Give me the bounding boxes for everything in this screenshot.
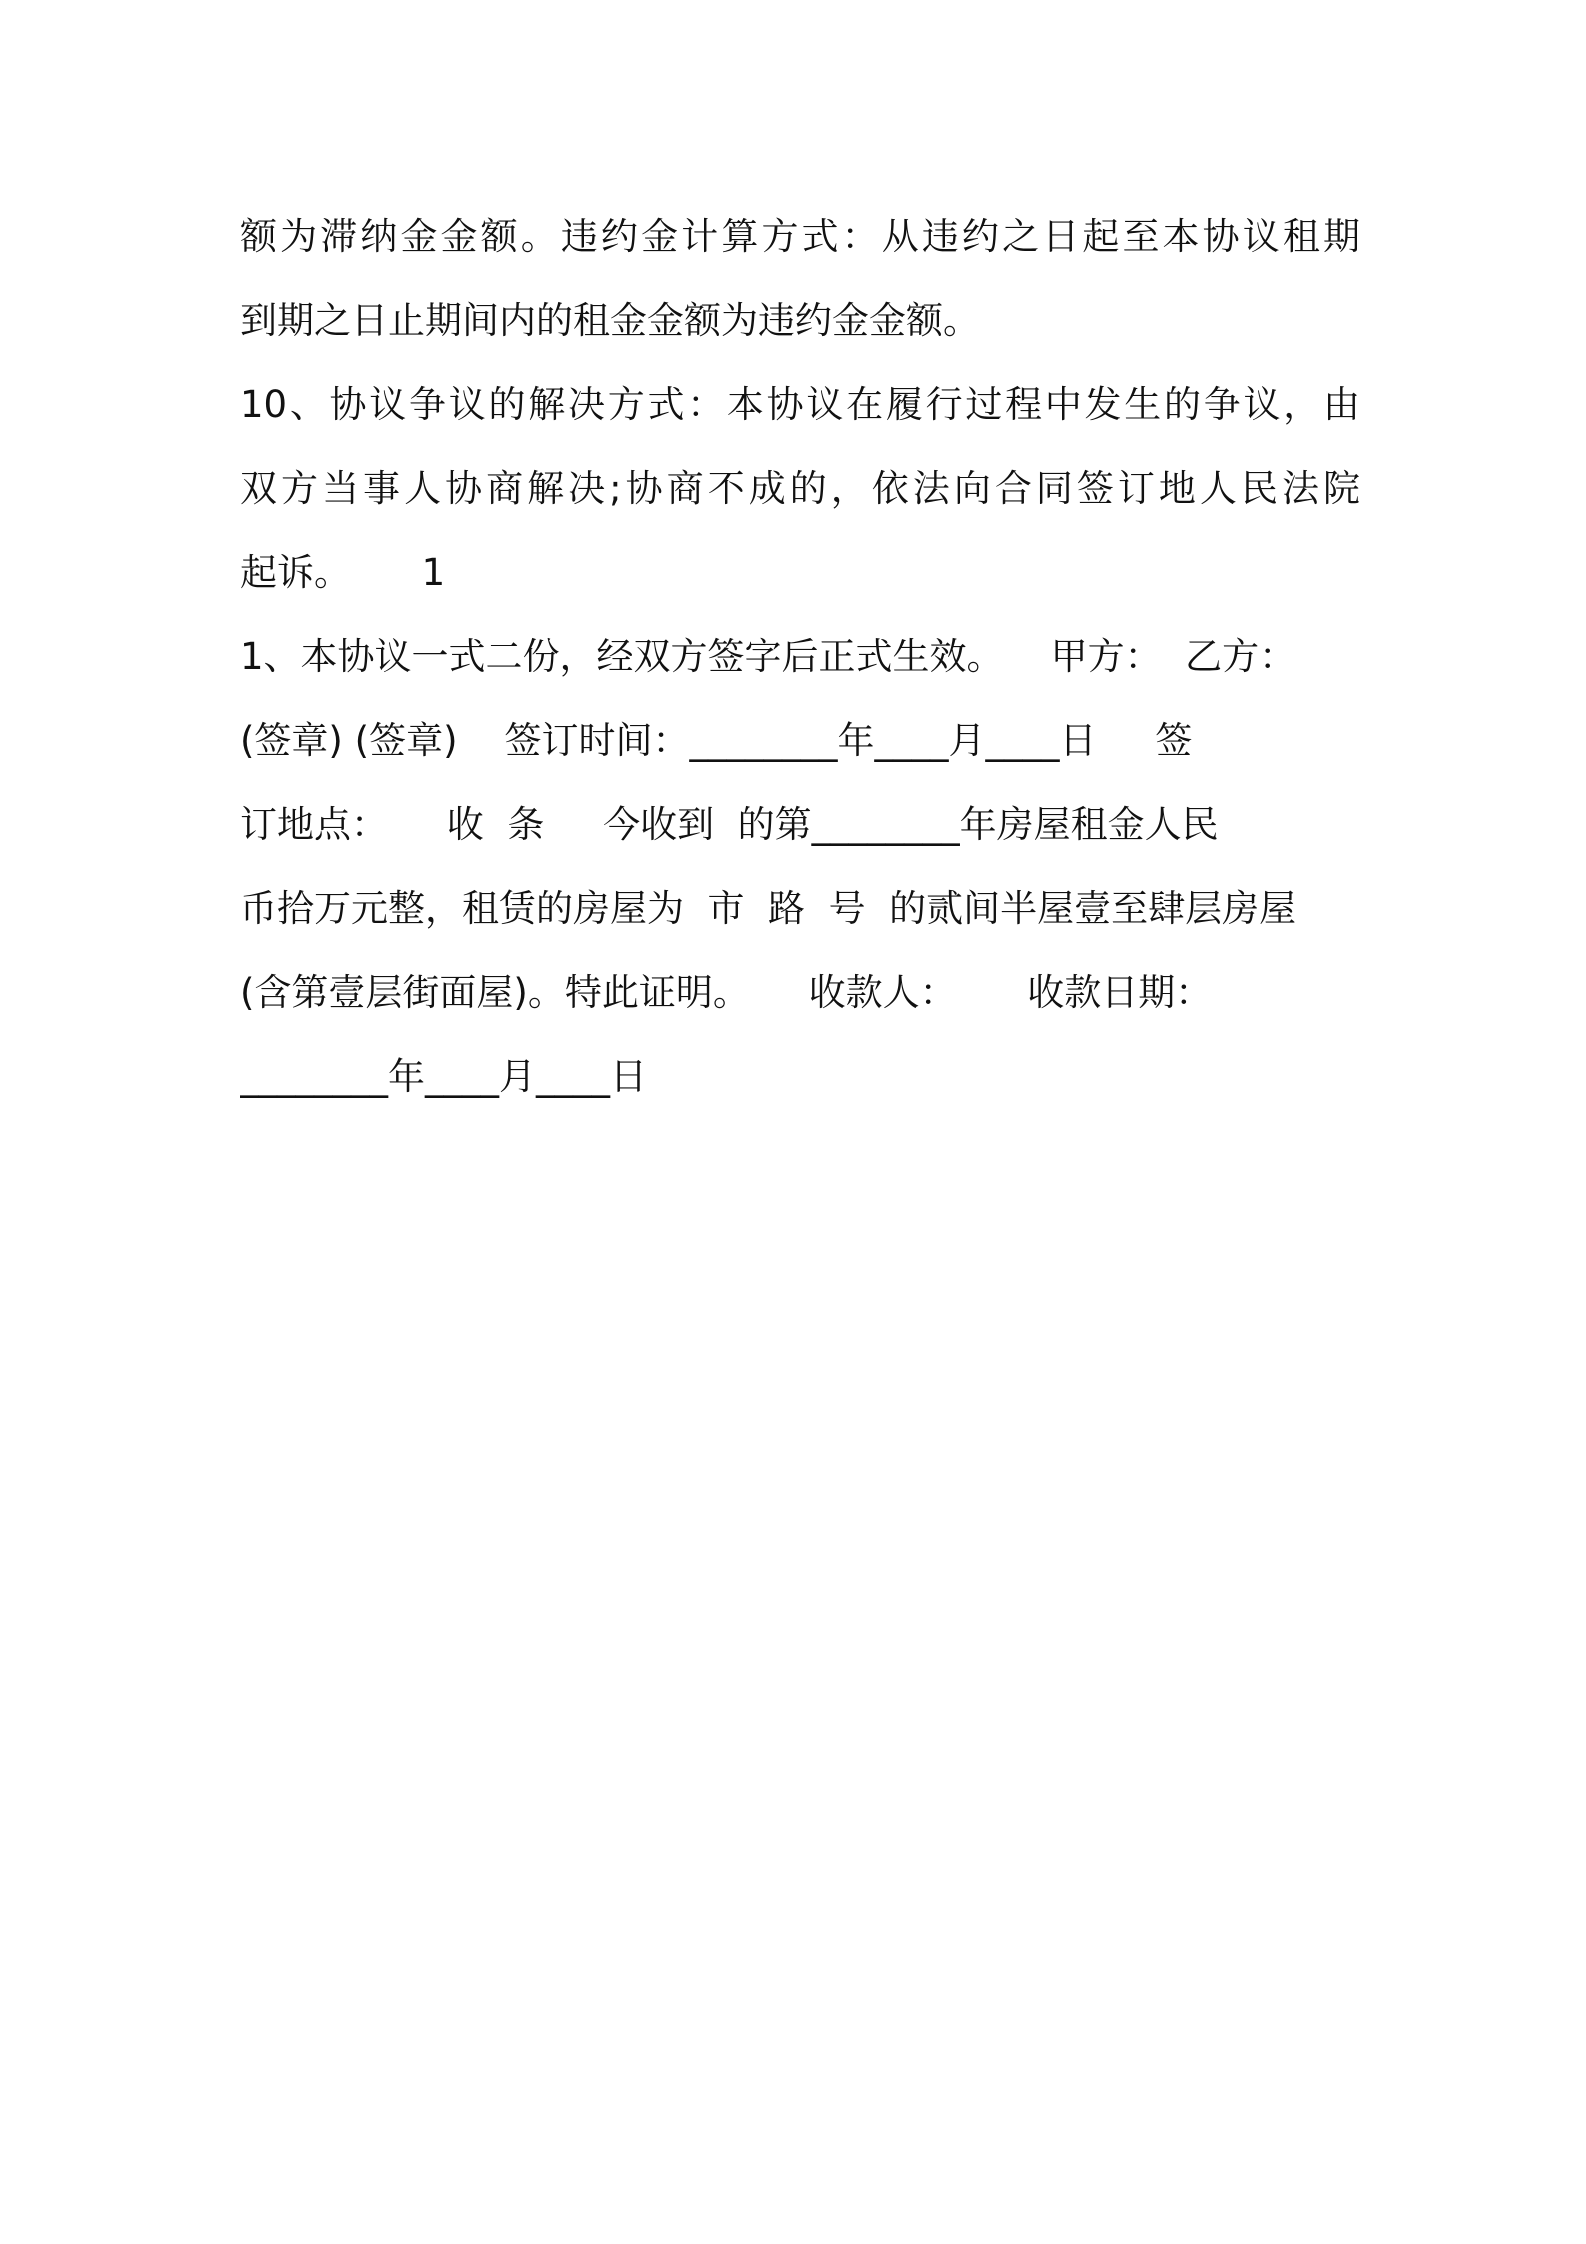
- paragraph-line-10: (含第壹层街面屋)。特此证明。 收款人： 收款日期：: [240, 971, 1213, 1014]
- paragraph-line-6: 1、本协议一式二份，经双方签字后正式生效。 甲方： 乙方：: [240, 635, 1297, 678]
- paragraph-line-3: 10、协议争议的解决方式：本协议在履行过程中发生的争议，由: [240, 383, 1360, 426]
- paragraph-line-9: 币拾万元整，租赁的房屋为 市 路 号 的贰间半屋壹至肆层房屋: [240, 887, 1297, 930]
- document-body: [240, 195, 1360, 1119]
- paragraph-line-5: 起诉。 1: [240, 551, 446, 594]
- paragraph-line-7: (签章) (签章) 签订时间：________年____月____日 签: [240, 719, 1193, 762]
- paragraph-line-1: 额为滞纳金金额。违约金计算方式：从违约之日起至本协议租期: [240, 215, 1360, 258]
- paragraph-line-4: 双方当事人协商解决;协商不成的，依法向合同签订地人民法院: [240, 467, 1360, 510]
- paragraph-line-8: 订地点： 收 条 今收到 的第________年房屋租金人民: [240, 803, 1219, 846]
- paragraph-line-2: 到期之日止期间内的租金金额为违约金金额。: [240, 299, 980, 342]
- paragraph-line-11: ________年____月____日: [240, 1055, 647, 1098]
